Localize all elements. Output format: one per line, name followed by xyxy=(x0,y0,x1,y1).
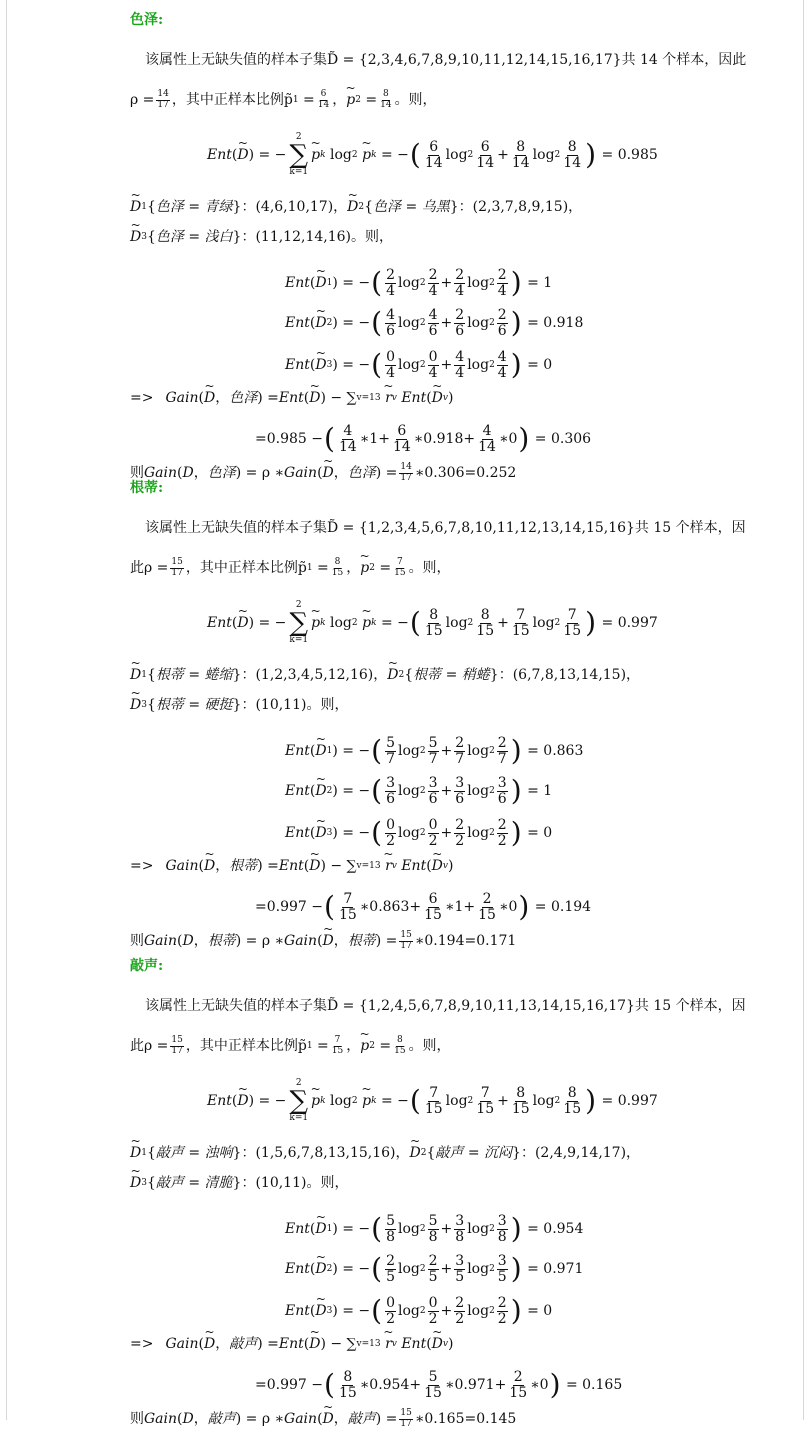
gain-computation: = 0.985 − ( $\frac{4}{14}$ ∗ 1 + $\frac{6}{14}$ ∗ 0.918 + $\frac{4}{14}$ ∗ 0 ) = 0.306 xyxy=(255,422,592,456)
rho-line: ρ = $\frac{14}{17}$ ，其中正样本比例p̃ 1 = $\frac{6}{14}$ ， ~ p 2 = $\frac{8}{14}$ 。则， xyxy=(130,90,437,110)
sub-entropy-3: Ent ( ~ D 3 ) = − ( $\frac{0}{4}$ log 2 $\frac{0}{4}$ + $\frac{4}{4}$ log 2 $\frac{4}{4}$ ) = 0 xyxy=(285,350,552,380)
fraction: $\frac{6}{14}$ xyxy=(424,138,443,171)
entropy-formula: Ent ( ~ D ) = − 2 ∑ k=1 ~ p k log 2 ~ p k = − ( $\frac{6}{14}$ log 2 $\frac{6}{14}$ + $\frac{8}{14}$ log 2 $\frac{8}{14}$ ) = 0.985 xyxy=(207,133,658,177)
fraction: $\frac{2}{2}$ xyxy=(497,817,507,849)
sum-operator: 2 ∑ k=1 xyxy=(289,132,309,177)
fraction: $\frac{7}{15}$ xyxy=(394,557,406,578)
fraction: $\frac{7}{15}$ xyxy=(476,1084,495,1117)
fraction: $\frac{8}{15}$ xyxy=(331,557,344,578)
page-border-right xyxy=(803,0,804,1420)
fraction: $\frac{0}{2}$ xyxy=(386,817,395,849)
fraction: $\frac{6}{14}$ xyxy=(317,89,330,110)
fraction: $\frac{4}{4}$ xyxy=(497,349,507,381)
fraction: $\frac{2}{4}$ xyxy=(455,267,465,299)
fraction: $\frac{2}{2}$ xyxy=(497,1295,507,1327)
gain-definition: => Gain ( ~ D ， 根蒂 ) = Ent ( ~ D ) − ∑ v=1 3 ~ r v Ent ( ~ D v ) xyxy=(130,856,453,876)
fraction: $\frac{8}{14}$ xyxy=(511,138,530,171)
fraction: $\frac{8}{15}$ xyxy=(338,1369,357,1401)
fraction: $\frac{2}{5}$ xyxy=(428,1253,438,1285)
fraction: $\frac{0}{2}$ xyxy=(386,1295,395,1327)
fraction: $\frac{8}{15}$ xyxy=(394,1035,406,1056)
fraction: $\frac{3}{8}$ xyxy=(497,1213,507,1245)
rho-line: 此ρ = $\frac{15}{17}$ ，其中正样本比例p̃ 1 = $\frac{8}{15}$ ， ~ p 2 = $\frac{7}{15}$ 。则， xyxy=(130,558,451,578)
fraction: $\frac{8}{15}$ xyxy=(511,1084,530,1117)
fraction: $\frac{8}{14}$ xyxy=(563,138,582,171)
subset-line-2: ~ D 3 { 色泽 = 浅白 }： (11,12,14,16) 。则， xyxy=(130,227,393,247)
sum-operator: 2 ∑ k=1 xyxy=(289,600,309,645)
gain-computation: = 0.997 − ( $\frac{8}{15}$ ∗ 0.954 + $\frac{5}{15}$ ∗ 0.971 + $\frac{2}{15}$ ∗ 0 ) = 0.165 xyxy=(255,1368,623,1402)
fraction: $\frac{3}{6}$ xyxy=(428,775,438,807)
fraction: $\frac{7}{15}$ xyxy=(511,606,530,639)
fraction: $\frac{14}{17}$ xyxy=(157,89,169,110)
sub-entropy-3: Ent ( ~ D 3 ) = − ( $\frac{0}{2}$ log 2 $\frac{0}{2}$ + $\frac{2}{2}$ log 2 $\frac{2}{2}$ ) = 0 xyxy=(285,818,552,848)
subset-line-1: ~ D 1 { 根蒂 = 蜷缩 }： (1,2,3,4,5,12,16) ， ~ D 2 { 根蒂 = 稍蜷 }： (6,7,8,13,14,15) ， xyxy=(130,665,640,685)
intro-text: 该属性上无缺失值的样本子集D̃ = {1,2,4,5,6,7,8,9,10,11,13,14,15,16,17}共 15 个样本，因 xyxy=(145,998,746,1014)
intro-line xyxy=(145,518,746,538)
fraction: $\frac{6}{15}$ xyxy=(424,891,442,923)
sub-entropy-1: Ent ( ~ D 1 ) = − ( $\frac{5}{8}$ log 2 $\frac{5}{8}$ + $\frac{3}{8}$ log 2 $\frac{3}{8}$ ) = 0.954 xyxy=(285,1214,583,1244)
subset-line-1: ~ D 1 { 色泽 = 青绿 }： (4,6,10,17) ， ~ D 2 { 色泽 = 乌黑 }： (2,3,7,8,9,15) ， xyxy=(130,197,582,217)
fraction: $\frac{6}{14}$ xyxy=(392,423,411,455)
sub-entropy-2: Ent ( ~ D 2 ) = − ( $\frac{3}{6}$ log 2 $\frac{3}{6}$ + $\frac{3}{6}$ log 2 $\frac{3}{6}$ ) = 1 xyxy=(285,776,552,806)
sub-entropy-2: Ent ( ~ D 2 ) = − ( $\frac{4}{6}$ log 2 $\frac{4}{6}$ + $\frac{2}{6}$ log 2 $\frac{2}{6}$ ) = 0.918 xyxy=(285,308,583,338)
fraction: $\frac{2}{15}$ xyxy=(509,1369,528,1401)
fraction: $\frac{7}{15}$ xyxy=(424,1084,443,1117)
gain-computation: = 0.997 − ( $\frac{7}{15}$ ∗ 0.863 + $\frac{6}{15}$ ∗ 1 + $\frac{2}{15}$ ∗ 0 ) = 0.194 xyxy=(255,890,592,924)
fraction: $\frac{15}{17}$ xyxy=(171,1035,183,1056)
fraction: $\frac{3}{6}$ xyxy=(455,775,465,807)
final-gain: 则 Gain ( D ， 色泽 ) = ρ ∗ Gain ( ~ D ， 色泽 ) = $\frac{14}{17}$ ∗ 0.306 = 0.252 xyxy=(130,463,516,483)
section-heading xyxy=(130,956,163,976)
subset-line-2: ~ D 3 { 敲声 = 清脆 }： (10,11) 。则， xyxy=(130,1173,348,1193)
fraction: $\frac{8}{14}$ xyxy=(380,89,392,110)
final-gain: 则 Gain ( D ， 根蒂 ) = ρ ∗ Gain ( ~ D ， 根蒂 ) = $\frac{15}{17}$ ∗ 0.194 = 0.171 xyxy=(130,931,516,951)
entropy-formula: Ent ( ~ D ) = − 2 ∑ k=1 ~ p k log 2 ~ p k = − ( $\frac{7}{15}$ log 2 $\frac{7}{15}$ + $\frac{8}{15}$ log 2 $\frac{8}{15}$ ) = 0.997 xyxy=(207,1079,658,1123)
intro-line xyxy=(145,50,746,70)
intro-text: 该属性上无缺失值的样本子集D̃ = {1,2,3,4,5,6,7,8,10,11,12,13,14,15,16}共 15 个样本，因 xyxy=(145,520,746,536)
fraction: $\frac{2}{2}$ xyxy=(455,1295,465,1327)
section-heading xyxy=(130,478,163,498)
fraction: $\frac{7}{15}$ xyxy=(338,891,357,923)
section-title: 敲声: xyxy=(130,958,164,974)
sub-entropy-1: Ent ( ~ D 1 ) = − ( $\frac{2}{4}$ log 2 $\frac{2}{4}$ + $\frac{2}{4}$ log 2 $\frac{2}{4}$ ) = 1 xyxy=(285,268,552,298)
section-title: 色泽: xyxy=(130,12,164,28)
fraction: $\frac{4}{14}$ xyxy=(478,423,496,455)
page-border-left xyxy=(6,0,7,1420)
rho-line: 此ρ = $\frac{15}{17}$ ，其中正样本比例p̃ 1 = $\frac{7}{15}$ ， ~ p 2 = $\frac{8}{15}$ 。则， xyxy=(130,1036,451,1056)
fraction: $\frac{15}{17}$ xyxy=(400,930,412,951)
fraction: $\frac{2}{4}$ xyxy=(428,267,438,299)
intro-line xyxy=(145,996,746,1016)
section-heading xyxy=(130,10,163,30)
fraction: $\frac{4}{6}$ xyxy=(428,307,438,339)
fraction: $\frac{6}{14}$ xyxy=(476,138,495,171)
fraction: $\frac{5}{7}$ xyxy=(386,735,395,767)
fraction: $\frac{4}{6}$ xyxy=(386,307,395,339)
sub-entropy-2: Ent ( ~ D 2 ) = − ( $\frac{2}{5}$ log 2 $\frac{2}{5}$ + $\frac{3}{5}$ log 2 $\frac{3}{5}$ ) = 0.971 xyxy=(285,1254,583,1284)
fraction: $\frac{3}{5}$ xyxy=(497,1253,507,1285)
fraction: $\frac{8}{15}$ xyxy=(476,606,495,639)
fraction: $\frac{15}{17}$ xyxy=(171,557,183,578)
subset-line-1: ~ D 1 { 敲声 = 浊响 }： (1,5,6,7,8,13,15,16) ， ~ D 2 { 敲声 = 沉闷 }： (2,4,9,14,17) ， xyxy=(130,1143,640,1163)
fraction: $\frac{5}{7}$ xyxy=(428,735,438,767)
fraction: $\frac{3}{8}$ xyxy=(455,1213,465,1245)
fraction: $\frac{2}{7}$ xyxy=(455,735,465,767)
fraction: $\frac{0}{4}$ xyxy=(428,349,438,381)
fraction: $\frac{0}{4}$ xyxy=(386,349,395,381)
fraction: $\frac{2}{7}$ xyxy=(497,735,507,767)
section-title: 根蒂: xyxy=(130,480,164,496)
gain-definition: => Gain ( ~ D ， 色泽 ) = Ent ( ~ D ) − ∑ v=1 3 ~ r v Ent ( ~ D v ) xyxy=(130,388,453,408)
fraction: $\frac{7}{15}$ xyxy=(563,606,582,639)
fraction: $\frac{2}{6}$ xyxy=(455,307,465,339)
fraction: $\frac{5}{15}$ xyxy=(424,1369,442,1401)
fraction: $\frac{14}{17}$ xyxy=(400,462,412,483)
sum-operator: 2 ∑ k=1 xyxy=(289,1078,309,1123)
entropy-formula: Ent ( ~ D ) = − 2 ∑ k=1 ~ p k log 2 ~ p k = − ( $\frac{8}{15}$ log 2 $\frac{8}{15}$ + $\frac{7}{15}$ log 2 $\frac{7}{15}$ ) = 0.997 xyxy=(207,601,658,645)
final-gain: 则 Gain ( D ， 敲声 ) = ρ ∗ Gain ( ~ D ， 敲声 ) = $\frac{15}{17}$ ∗ 0.165 = 0.145 xyxy=(130,1409,516,1429)
sub-entropy-3: Ent ( ~ D 3 ) = − ( $\frac{0}{2}$ log 2 $\frac{0}{2}$ + $\frac{2}{2}$ log 2 $\frac{2}{2}$ ) = 0 xyxy=(285,1296,552,1326)
fraction: $\frac{5}{8}$ xyxy=(386,1213,395,1245)
intro-text: 该属性上无缺失值的样本子集D̃ = {2,3,4,6,7,8,9,10,11,12,14,15,16,17}共 14 个样本，因此 xyxy=(145,52,747,68)
fraction: $\frac{8}{15}$ xyxy=(424,606,443,639)
fraction: $\frac{2}{6}$ xyxy=(497,307,507,339)
fraction: $\frac{5}{8}$ xyxy=(428,1213,438,1245)
fraction: $\frac{3}{5}$ xyxy=(455,1253,465,1285)
sub-entropy-1: Ent ( ~ D 1 ) = − ( $\frac{5}{7}$ log 2 $\frac{5}{7}$ + $\frac{2}{7}$ log 2 $\frac{2}{7}$ ) = 0.863 xyxy=(285,736,583,766)
fraction: $\frac{15}{17}$ xyxy=(400,1408,412,1429)
fraction: $\frac{2}{4}$ xyxy=(497,267,507,299)
fraction: $\frac{8}{15}$ xyxy=(563,1084,582,1117)
fraction: $\frac{0}{2}$ xyxy=(428,1295,438,1327)
gain-definition: => Gain ( ~ D ， 敲声 ) = Ent ( ~ D ) − ∑ v=1 3 ~ r v Ent ( ~ D v ) xyxy=(130,1334,453,1354)
fraction: $\frac{3}{6}$ xyxy=(386,775,395,807)
fraction: $\frac{2}{5}$ xyxy=(386,1253,395,1285)
fraction: $\frac{2}{2}$ xyxy=(455,817,465,849)
fraction: $\frac{4}{14}$ xyxy=(338,423,357,455)
fraction: $\frac{0}{2}$ xyxy=(428,817,438,849)
fraction: $\frac{2}{15}$ xyxy=(478,891,496,923)
fraction: $\frac{7}{15}$ xyxy=(331,1035,344,1056)
fraction: $\frac{4}{4}$ xyxy=(455,349,465,381)
fraction: $\frac{2}{4}$ xyxy=(386,267,395,299)
fraction: $\frac{3}{6}$ xyxy=(497,775,507,807)
subset-line-2: ~ D 3 { 根蒂 = 硬挺 }： (10,11) 。则， xyxy=(130,695,348,715)
